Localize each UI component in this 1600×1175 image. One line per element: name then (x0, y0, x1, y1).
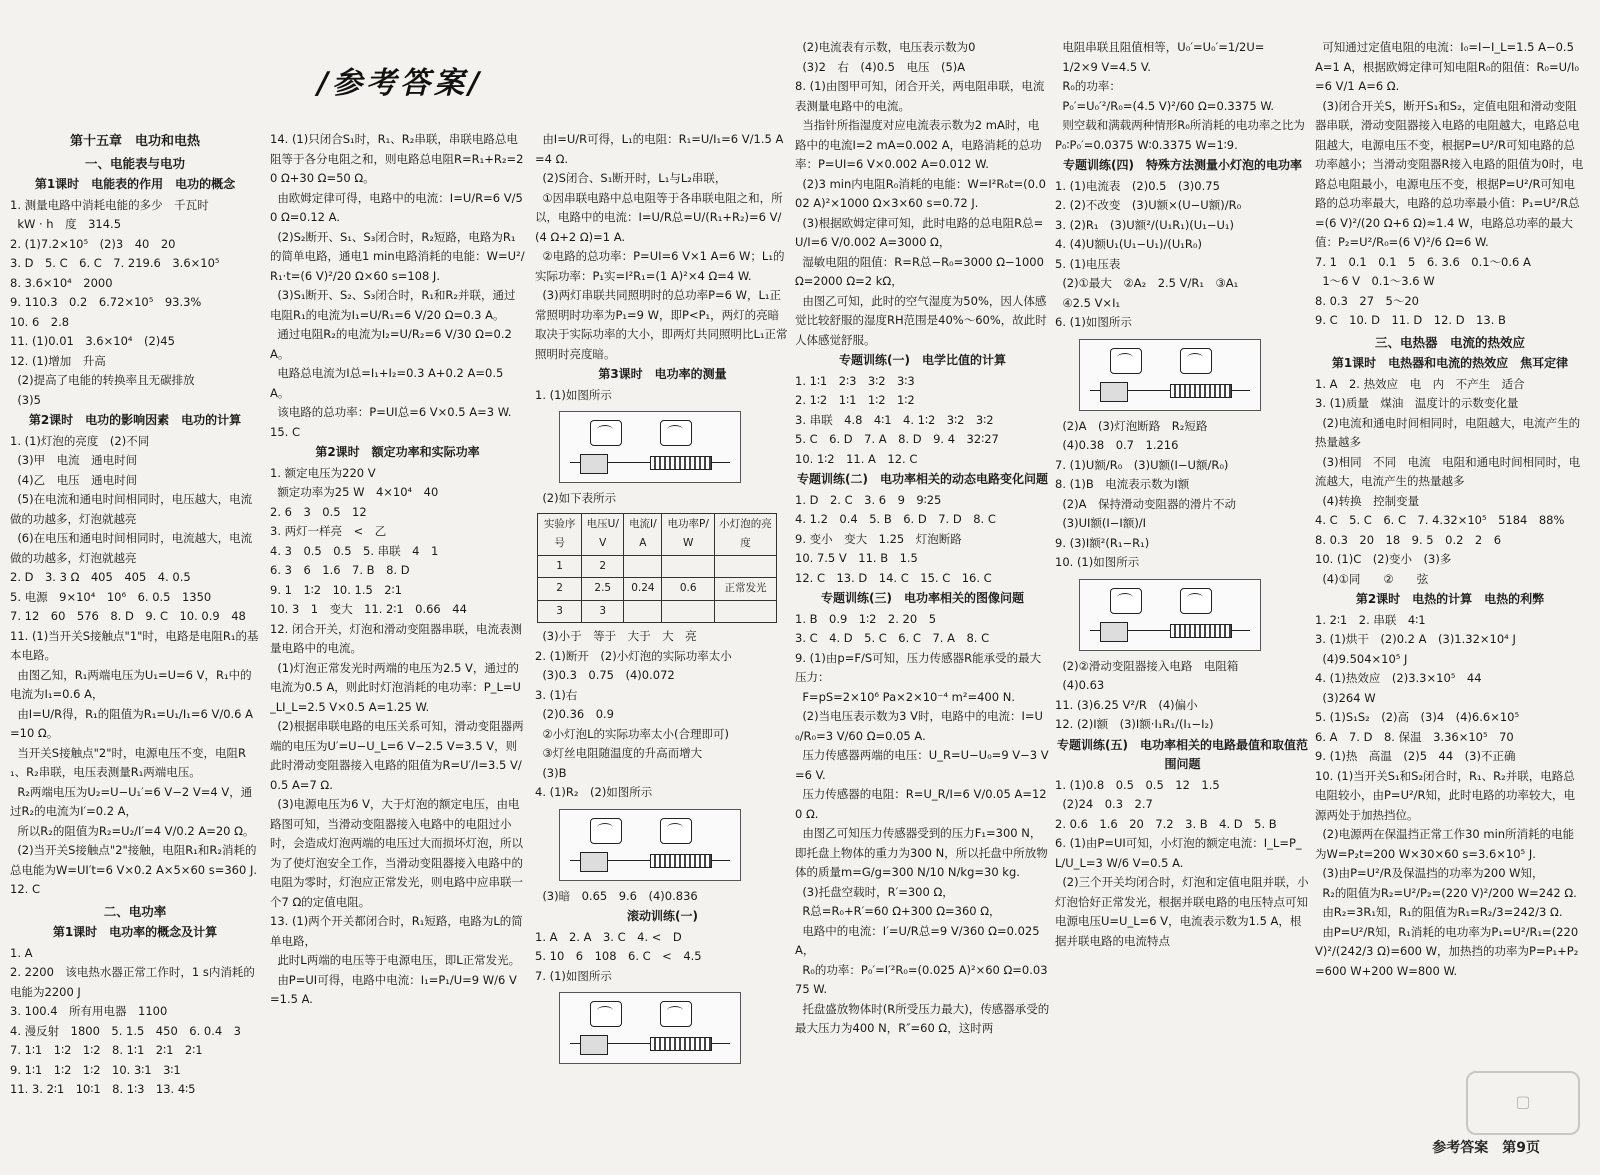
answer-line: 9. 1 1∶2 10. 1.5 2∶1 (270, 582, 402, 597)
answer-line: (2)S₂断开、S₁、S₃闭合时，R₂短路，电路为R₁的简单电路，通电1 min电路消耗的电能：W=U²/R₁·t=(6 V)²/20 Ω×60 s=108 J. (270, 229, 525, 283)
answer-line: 所以R₂的阻值为R₂=U₂/I′=4 V/0.2 A=20 Ω。 (10, 823, 255, 838)
circuit-diagram (1079, 339, 1261, 411)
answer-line: 10. 3 1 变大 11. 2∶1 0.66 44 (270, 602, 467, 616)
answer-line: (3)S₁断开、S₂、S₃闭合时，R₁和R₂并联，通过电阻R₁的电流为I₁=U/R₁=6 V/20 Ω=0.3 A。 (270, 288, 516, 322)
answer-line: 由图乙可知，此时的空气湿度为50%，因人体感觉比较舒服的湿度RH范围是40%～60%，故此时人体感觉舒服。 (795, 293, 1047, 347)
answer-line: F=pS=2×10⁶ Pa×2×10⁻⁴ m²=400 N. (795, 689, 1015, 704)
answer-line: 3. 100.4 所有用电器 1100 (10, 1004, 168, 1018)
answer-line: 当开关S接触点"2"时，电源电压不变，电阻R₁、R₂串联，电压表测量R₁两端电压。 (10, 745, 246, 779)
answer-line: (3)UI额(I−I额)/I (1055, 516, 1147, 530)
answer-line: (2)当开关S接触点"2"接触，电阻R₁和R₂消耗的总电能为W=UI′t=6 V×0.2 A×5×60 s=360 J. (10, 843, 258, 877)
answer-line: 3. 两灯一样亮 < 乙 (270, 524, 387, 538)
answer-line: 5. C 6. D 7. A 8. D 9. 4 32∶27 (795, 432, 999, 446)
answer-line: (3)暗 0.65 9.6 (4)0.836 (535, 888, 698, 903)
table-cell: 0.6 (662, 578, 714, 601)
answer-line: 13. (1)两个开关都闭合时，R₁短路，电路为L的简单电路， (270, 914, 523, 948)
answer-line: 14. (1)只闭合S₁时，R₁、R₂串联，串联电路总电阻等于各分电阻之和，则电路总电阻R=R₁+R₂=20 Ω+30 Ω=50 Ω。 (270, 132, 524, 185)
answer-line: 由I=U/R可得，L₁的电阻：R₁=U/I₁=6 V/1.5 A=4 Ω. (535, 132, 784, 166)
answer-line: 5. (1)S₁S₂ (2)高 (3)4 (4)6.6×10⁵ (1315, 710, 1520, 724)
answer-line: 6. (1)如图所示 (1055, 315, 1132, 329)
answer-line: (2)0.36 0.9 (535, 707, 614, 721)
table-header-cell: 小灯泡的亮度 (714, 513, 776, 555)
section-heading: 专题训练(二) 电功率相关的动态电路变化问题 (797, 472, 1048, 486)
answer-line: 10. (1)当开关S₁和S₂闭合时，R₁、R₂并联，电路总电阻较小，由P=U²/R知，此时电路的功率较大，电源两处于加热挡位。 (1315, 768, 1575, 822)
table-cell: 3 (582, 600, 624, 623)
section-heading: 第3课时 电功率的测量 (598, 367, 727, 381)
answer-line: kW · h 度 314.5 (10, 217, 122, 231)
answer-line: 由欧姆定律可得，电路中的电流：I=U/R=6 V/50 Ω=0.12 A. (270, 190, 523, 224)
table-header-cell: 电功率P/W (662, 513, 714, 555)
answer-column (10, 130, 260, 1160)
answer-line: 7. (1)如图所示 (535, 968, 612, 983)
answer-line: (3)两灯串联共同照明时的总功率P=6 W，L₁正常照明时功率为P₁=9 W，即P<P₁，两灯的亮暗取决于实际功率的大小，即两灯共同照明比L₁正常照明时亮度暗。 (535, 288, 788, 361)
answer-line: 由图乙知，R₁两端电压为U₁=U=6 V，R₁中的电流为I₁=0.6 A， (10, 667, 252, 701)
table-cell: 0.24 (624, 578, 662, 601)
table-cell: 1 (538, 555, 582, 578)
answer-line: 9. (1)热 高温 (2)5 44 (3)不正确 (1315, 749, 1516, 763)
answer-line: 由P=UI可得，电路中电流：I₁=P₁/U=9 W/6 V=1.5 A. (270, 972, 517, 1006)
watermark: ▢ (1466, 1071, 1580, 1135)
answer-line: 11. (1)0.01 3.6×10⁴ (2)45 (10, 334, 175, 348)
answer-line: 1/2×9 V=4.5 V. (1055, 59, 1151, 74)
table-cell (662, 555, 714, 578)
section-heading: 三、电热器 电流的热效应 (1374, 334, 1525, 350)
answer-line: 12. C (10, 882, 40, 896)
answer-line: 9. C 10. D 11. D 12. D 13. B (1315, 313, 1506, 327)
answer-line: 12. 闭合开关，灯泡和滑动变阻器串联，电流表测量电路中的电流。 (270, 621, 522, 655)
section-heading: 专题训练(三) 电功率相关的图像问题 (821, 591, 1024, 605)
answer-line: R总=R₀+R′=60 Ω+300 Ω=360 Ω， (795, 904, 1001, 918)
answer-line: (2)电源两在保温挡正常工作30 min所消耗的电能为W=P₂t=200 W×30×60 s=3.6×10⁵ J. (1315, 827, 1575, 861)
answer-line: 6. A 7. D 8. 保温 3.36×10⁵ 70 (1315, 729, 1514, 744)
answer-line: 1. (1)如图所示 (535, 387, 612, 402)
answer-line: 12. C 13. D 14. C 15. C 16. C (795, 570, 992, 585)
table-row (538, 578, 777, 601)
answer-line: 8. 0.3 27 5～20 (1315, 293, 1419, 308)
answer-line: ②小灯泡L的实际功率太小(合理即可) (535, 726, 730, 741)
answer-line: 由I=U/R得，R₁的阻值为R₁=U₁/I₁=6 V/0.6 A=10 Ω。 (10, 706, 254, 740)
answer-line: (3)2 右 (4)0.5 电压 (5)A (795, 59, 966, 74)
answer-line: (3)5 (10, 392, 41, 407)
answer-line: 1. 1∶1 2∶3 3∶2 3∶3 (795, 373, 915, 388)
section-heading: 第十五章 电功和电热 (69, 134, 200, 149)
table-cell: 2.5 (582, 578, 624, 601)
answer-line: (4)9.504×10⁵ J (1315, 651, 1408, 666)
answer-line: 4. 3 0.5 0.5 5. 串联 4 1 (270, 543, 439, 558)
answer-line: 4. C 5. C 6. C 7. 4.32×10⁵ 5184 88% (1315, 513, 1565, 527)
answer-line: 11. (1)当开关S接触点"1"时，电路是电阻R₁的基本电路。 (10, 628, 259, 662)
section-heading: 专题训练(一) 电学比值的计算 (839, 353, 1006, 367)
answer-line: (5)在电流和通电时间相同时，电压越大，电流做的功越多，灯泡就越亮 (10, 492, 253, 526)
answer-line: 2. 1∶2 1∶1 1∶2 1∶2 (795, 393, 915, 407)
answer-line: 电阻串联且阻值相等，U₀′=U₀′=1/2U= (1055, 40, 1265, 54)
answer-line: 5. (1)电压表 (1055, 256, 1121, 271)
answer-column (1315, 38, 1585, 1160)
answer-line: R₂两端电压为U₂=U−U₁′=6 V−2 V=4 V，通过R₂的电流为I′=0.2 A， (10, 784, 253, 818)
answer-line: 2. D 3. 3 Ω 405 405 4. 0.5 (10, 570, 191, 584)
answer-line: 2. (1)断开 (2)小灯泡的实际功率太小 (535, 648, 732, 663)
answer-line: 额定功率为25 W 4×10⁴ 40 (270, 485, 439, 499)
answer-line: 1. A 2. A 3. C 4. < D (535, 929, 682, 944)
answer-line: 8. 0.3 20 18 9. 5 0.2 2 6 (1315, 532, 1502, 547)
page-title: /参考答案/ (317, 66, 483, 101)
answer-line: (2)A (3)灯泡断路 R₂短路 (1055, 418, 1208, 433)
experiment-table (537, 513, 777, 624)
table-cell: 3 (538, 600, 582, 623)
answer-line: 电路中的电流：I′=U/R总=9 V/360 Ω=0.025 A， (795, 923, 1044, 957)
answer-line: 9. 变小 变大 1.25 灯泡断路 (795, 531, 962, 546)
answer-line: 3. D 5. C 6. C 7. 219.6 3.6×10⁵ (10, 256, 220, 270)
section-heading: 第1课时 电能表的作用 电功的概念 (34, 177, 236, 191)
answer-line: (3)B (535, 765, 567, 780)
answer-line: 该电路的总功率：P=UI总=6 V×0.5 A=3 W. (270, 405, 512, 419)
section-heading: 一、电能表与电功 (84, 155, 185, 171)
answer-line: 4. (4)U额U₁(U₁−U₁)/(U₁R₀) (1055, 237, 1203, 251)
answer-line: (3)264 W (1315, 690, 1376, 705)
circuit-diagram (559, 992, 741, 1064)
answer-line: 电路总电流为I总=I₁+I₂=0.3 A+0.2 A=0.5 A。 (270, 366, 507, 400)
answer-line: 6. (1)由P=UI可知，小灯泡的额定电流：I_L=P_L/U_L=3 W/6 V=0.5 A. (1055, 836, 1302, 870)
section-heading: 第1课时 电功率的概念及计算 (52, 925, 218, 939)
circuit-diagram (559, 411, 741, 483)
circuit-diagram (559, 809, 741, 881)
answer-line: (2)如下表所示 (535, 491, 617, 505)
answer-line: (3)小于 等于 大于 大 亮 (535, 629, 697, 643)
answer-line: 4. (1)R₂ (2)如图所示 (535, 785, 653, 799)
answer-line: 1. (1)0.8 0.5 0.5 12 1.5 (1055, 777, 1220, 792)
answer-line: 9. (3)I额²(R₁−R₁) (1055, 535, 1150, 550)
answer-line: 10. 6 2.8 (10, 314, 70, 329)
answer-line: 1. A (10, 945, 33, 960)
table-row (538, 600, 777, 623)
answer-line: 12. (2)I额 (3)I额·I₁R₁/(I₁−I₂) (1055, 717, 1214, 731)
table-cell (624, 555, 662, 578)
answer-line: 1. D 2. C 3. 6 9 9∶25 (795, 492, 942, 507)
answer-line: (3)闭合开关S，断开S₁和S₂，定值电阻和滑动变阻器串联，滑动变阻器接入电路的电阻越大，电路总电阻越大，电源电压不变，根据P=U²/R可知电路的总功率越小；当滑动变阻器R接入电路的阻值为0时，电路总电阻最小，电源电压不变，根据P=U²/R可知电路的总功率最大，电路的总功率最小值：P₁=U²/R总=(6 V)²/(20 Ω+6 Ω)≈1.4 W，电路总功率的最大值：P₂=U²/R₀=(6 V)²/6 Ω=6 W. (1315, 98, 1584, 249)
answer-line: 10. (1)C (2)变小 (3)多 (1315, 552, 1452, 566)
answer-line: 3. C 4. D 5. C 6. C 7. A 8. C (795, 631, 990, 645)
answer-line: 9. 110.3 0.2 6.72×10⁵ 93.3% (10, 295, 202, 309)
page-footer: 参考答案 第9页 (1432, 1140, 1540, 1156)
answer-line: 湿敏电阻的阻值：R=R总−R₀=3000 Ω−1000 Ω=2000 Ω=2 kΩ， (795, 254, 1048, 288)
answer-line: 1. (1)灯泡的亮度 (2)不同 (10, 433, 150, 448)
answer-line: 3. (2)R₁ (3)U额²/(U₁R₁)(U₁−U₁) (1055, 217, 1234, 232)
table-cell: 正常发光 (714, 578, 776, 601)
answer-line: 7. 1 0.1 0.1 5 6. 3.6 0.1～0.6 A (1315, 254, 1531, 269)
answer-line: 1～6 V 0.1～3.6 W (1315, 274, 1435, 288)
answer-line: 2. (1)7.2×10⁵ (2)3 40 20 (10, 236, 176, 251)
answer-column (1055, 38, 1310, 1160)
section-heading: 滚动训练(一) (627, 909, 698, 923)
answer-line: (2)三个开关均闭合时，灯泡和定值电阻并联，小灯泡恰好正常发光，根据并联电路的电压特点可知电源电压U=U_L=6 V，电流表示数为1.5 A，根据并联电路的电流特点 (1055, 875, 1309, 948)
answer-line: 3. 串联 4.8 4∶1 4. 1∶2 3∶2 3∶2 (795, 412, 994, 427)
answer-line: 1. 测量电路中消耗电能的多少 千瓦时 (10, 197, 209, 212)
answer-line: (4)0.38 0.7 1.216 (1055, 438, 1179, 452)
answer-line: 8. 3.6×10⁴ 2000 (10, 275, 113, 290)
table-cell: 2 (582, 555, 624, 578)
answer-line: 5. 电源 9×10⁴ 10⁶ 6. 0.5 1350 (10, 589, 212, 604)
answer-line: 7. (1)U额/R₀ (3)U额(I−U额/R₀) (1055, 457, 1229, 472)
answer-line: 此时L两端的电压等于电源电压，即L正常发光。 (270, 953, 521, 967)
answer-line: (3)电源电压为6 V，大于灯泡的额定电压，由电路图可知，当滑动变阻器接入电路中的电阻过小时，会造成灯泡两端的电压过大而损坏灯泡，所以为了使灯泡安全工作，当滑动变阻器接入电路中的电阻为零时，灯泡应正常发光，则电路中应串联一个7 Ω的定值电阻。 (270, 797, 523, 909)
answer-line: (1)灯泡正常发光时两端的电压为2.5 V，通过的电流为0.5 A，则此时灯泡消耗的电功率：P_L=U_LI_L=2.5 V×0.5 A=1.25 W. (270, 660, 521, 714)
table-cell (714, 600, 776, 623)
answer-line: 9. 1∶1 1∶2 1∶2 10. 3∶1 3∶1 (10, 1062, 181, 1077)
answer-line: (2)电流表有示数，电压表示数为0 (795, 40, 976, 54)
answer-line: (2)根据串联电路的电压关系可知，滑动变阻器两端的电压为U′=U−U_L=6 V−2.5 V=3.5 V，则此时滑动变阻器接入电路的阻值为R=U′/I=3.5 V/0.5 A=7 Ω. (270, 719, 524, 792)
answer-line: R₂的阻值为R₂=U²/P₂=(220 V)²/200 W=242 Ω. (1315, 885, 1577, 900)
answer-line: 1. 额定电压为220 V (270, 465, 376, 480)
answer-line: (2)电流和通电时间相同时，电阻越大，电流产生的热量越多 (1315, 415, 1581, 449)
answer-line: (2)24 0.3 2.7 (1055, 797, 1153, 811)
answer-line: 由P=U²/R知，R₁消耗的电功率为P₁=U²/R₁=(220 V)²/(242/3 Ω)=600 W，加热挡的功率为P=P₁+P₂=600 W+200 W=800 W. (1315, 924, 1582, 978)
answer-column (535, 130, 790, 1160)
answer-line: (3)相同 不同 电流 电阻和通电时间相同时，电流越大，电流产生的热量越多 (1315, 454, 1581, 488)
answer-line: 3. (1)右 (535, 687, 578, 702)
answer-line: 4. 漫反射 1800 5. 1.5 450 6. 0.4 3 (10, 1023, 241, 1038)
answer-line: 则空载和满载两种情形R₀所消耗的电功率之比为P₀∶P₀′=0.0375 W∶0.3375 W=1∶9. (1055, 118, 1305, 152)
answer-line: 2. 0.6 1.6 20 7.2 3. B 4. D 5. B (1055, 816, 1277, 831)
answer-line: 由图乙可知压力传感器受到的压力F₁=300 N，即托盘上物体的重力为300 N，所以托盘中所放物体的质量m=G/g=300 N/10 N/kg=30 kg. (795, 826, 1048, 879)
section-heading: 二、电功率 (103, 903, 167, 919)
answer-line: (2)②滑动变阻器接入电路 电阻箱 (1055, 658, 1239, 673)
answer-line: ③灯丝电阻随温度的升高而增大 (535, 746, 703, 760)
answer-line: 10. 7.5 V 11. B 1.5 (795, 551, 918, 565)
answer-line: (2)①最大 ②A₂ 2.5 V/R₁ ③A₁ (1055, 276, 1239, 290)
table-cell: 2 (538, 578, 582, 601)
answer-line: 1. 2∶1 2. 串联 4∶1 (1315, 612, 1426, 627)
answer-line: 4. 1.2 0.4 5. B 6. D 7. D 8. C (795, 512, 996, 526)
section-heading: 专题训练(五) 电功率相关的电路最值和取值范围问题 (1057, 737, 1308, 771)
section-heading: 第2课时 电功的影响因素 电功的计算 (28, 413, 242, 427)
answer-line: 11. (3)6.25 V²/R (4)偏小 (1055, 697, 1198, 712)
answer-line: (2)当电压表示数为3 V时，电路中的电流：I=U₀/R₀=3 V/60 Ω=0.05 A. (795, 709, 1043, 743)
answer-line: 1. B 0.9 1∶2 2. 20 5 (795, 611, 937, 626)
table-header-cell: 实验序号 (538, 513, 582, 555)
answer-line: 7. 1∶1 1∶2 1∶2 8. 1∶1 2∶1 2∶1 (10, 1043, 203, 1057)
answer-line: P₀′=U₀′²/R₀=(4.5 V)²/60 Ω=0.3375 W. (1055, 98, 1275, 113)
answer-line: 8. (1)由图甲可知，闭合开关，两电阻串联，电流表测量电路中的电流。 (795, 79, 1045, 113)
answer-line: (2)3 min内电阻R₀消耗的电能：W=I²R₀t=(0.002 A)²×1000 Ω×3×60 s=0.72 J. (795, 176, 1046, 210)
answer-line: 可知通过定值电阻的电流：I₀=I−I_L=1.5 A−0.5 A=1 A，根据欧姆定律可知电阻R₀的阻值：R₀=U/I₀=6 V/1 A=6 Ω. (1315, 40, 1579, 93)
answer-line: 1. (1)电流表 (2)0.5 (3)0.75 (1055, 178, 1220, 193)
answer-line: 压力传感器的电阻：R=U_R/I=6 V/0.05 A=120 Ω. (795, 787, 1047, 821)
table-cell (624, 600, 662, 623)
answer-column (270, 130, 525, 1160)
section-heading: 第1课时 电热器和电流的热效应 焦耳定律 (1331, 356, 1569, 370)
answer-line: 6. 3 6 1.6 7. B 8. D (270, 563, 410, 577)
answer-line: (4)0.63 (1055, 678, 1105, 692)
answer-line: 2. 2200 该电热水器正常工作时，1 s内消耗的电能为2200 J (10, 965, 255, 999)
answer-line: (3)由P=U²/R及保温挡的功率为200 W知， (1315, 866, 1544, 880)
answer-line: 10. (1)如图所示 (1055, 555, 1140, 569)
answer-line: (4)①同 ② 弦 (1315, 571, 1429, 586)
table-row (538, 555, 777, 578)
section-heading: 第2课时 电热的计算 电热的利弊 (1355, 592, 1545, 606)
answer-line: (3)甲 电流 通电时间 (10, 453, 138, 467)
answer-line: 9. (1)由p=F/S可知，压力传感器R能承受的最大压力： (795, 650, 1042, 684)
answer-line: 2. (2)不改变 (3)U额×(U−U额)/R₀ (1055, 198, 1242, 212)
section-heading: 第2课时 额定功率和实际功率 (315, 445, 480, 459)
answer-line: 3. (1)烘干 (2)0.2 A (3)1.32×10⁴ J (1315, 632, 1516, 646)
table-header-cell: 电压U/V (582, 513, 624, 555)
answer-line: 11. 3. 2∶1 10∶1 8. 1∶3 13. 4∶5 (10, 1082, 196, 1096)
answer-line: (2)A 保持滑动变阻器的滑片不动 (1055, 496, 1236, 511)
table-header-cell: 电流I/A (624, 513, 662, 555)
answer-line: 压力传感器两端的电压：U_R=U−U₀=9 V−3 V=6 V. (795, 748, 1049, 782)
answer-line: ①因串联电路中总电阻等于各串联电阻之和，所以，电路中的电流：I=U/R总=U/(R₁+R₂)=6 V/(4 Ω+2 Ω)=1 A. (535, 190, 783, 244)
answer-line: 3. (1)质量 煤油 温度计的示数变化量 (1315, 396, 1519, 410)
answer-line: 5. 10 6 108 6. C < 4.5 (535, 949, 702, 963)
answer-line: 1. A 2. 热效应 电 内 不产生 适合 (1315, 376, 1525, 391)
answer-line: 8. (1)B 电流表示数为I额 (1055, 477, 1190, 491)
answer-line: 10. 1∶2 11. A 12. C (795, 451, 918, 466)
answer-line: (2)提高了电能的转换率且无碳排放 (10, 373, 195, 387)
table-cell (714, 555, 776, 578)
answer-line: (2)S闭合、S₁断开时，L₁与L₂串联， (535, 171, 727, 185)
answer-line: R₀的功率： (1055, 79, 1121, 93)
answer-line: 15. C (270, 424, 300, 439)
table-cell (662, 600, 714, 623)
answer-line: (4)转换 控制变量 (1315, 493, 1420, 508)
answer-line: ④2.5 V×I₁ (1055, 295, 1121, 310)
circuit-diagram (1079, 579, 1261, 651)
answer-line: 2. 6 3 0.5 12 (270, 504, 367, 519)
answer-line: 当指针所指湿度对应电流表示数为2 mA时，电路中的电流I=2 mA=0.002 A，电路消耗的总功率：P=UI=6 V×0.002 A=0.012 W. (795, 118, 1042, 171)
answer-line: 托盘盛放物体时(R所受压力最大)，传感器承受的最大压力为400 N，R″=60 Ω，这时两 (795, 1001, 1050, 1035)
answer-line: ②电路的总功率：P=UI=6 V×1 A=6 W；L₁的实际功率：P₁实=I²R₁=(1 A)²×4 Ω=4 W. (535, 249, 785, 283)
answer-line: (3)根据欧姆定律可知，此时电路的总电阻R总=U/I=6 V/0.002 A=3000 Ω， (795, 215, 1044, 249)
answer-line: (3)0.3 0.75 (4)0.072 (535, 668, 675, 682)
answer-line: 7. 12 60 576 8. D 9. C 10. 0.9 48 (10, 609, 246, 623)
answer-line: 4. (1)热效应 (2)3.3×10⁵ 44 (1315, 671, 1482, 685)
answer-line: (6)在电压和通电时间相同时，电流越大，电流做的功越多，灯泡就越亮 (10, 531, 253, 565)
answer-line: R₀的功率：P₀′=I′²R₀=(0.025 A)²×60 Ω=0.0375 W. (795, 962, 1048, 996)
answer-line: 由R₂=3R₁知，R₁的阻值为R₁=R₂/3=242/3 Ω. (1315, 905, 1563, 919)
answer-line: (4)乙 电压 通电时间 (10, 472, 138, 487)
section-heading: 专题训练(四) 特殊方法测量小灯泡的电功率 (1063, 158, 1302, 172)
answer-line: 通过电阻R₂的电流为I₂=U/R₂=6 V/30 Ω=0.2 A。 (270, 327, 516, 361)
answer-column (795, 38, 1050, 1160)
answer-line: 12. (1)增加 升高 (10, 353, 106, 368)
answer-line: (3)托盘空载时，R′=300 Ω， (795, 884, 954, 899)
